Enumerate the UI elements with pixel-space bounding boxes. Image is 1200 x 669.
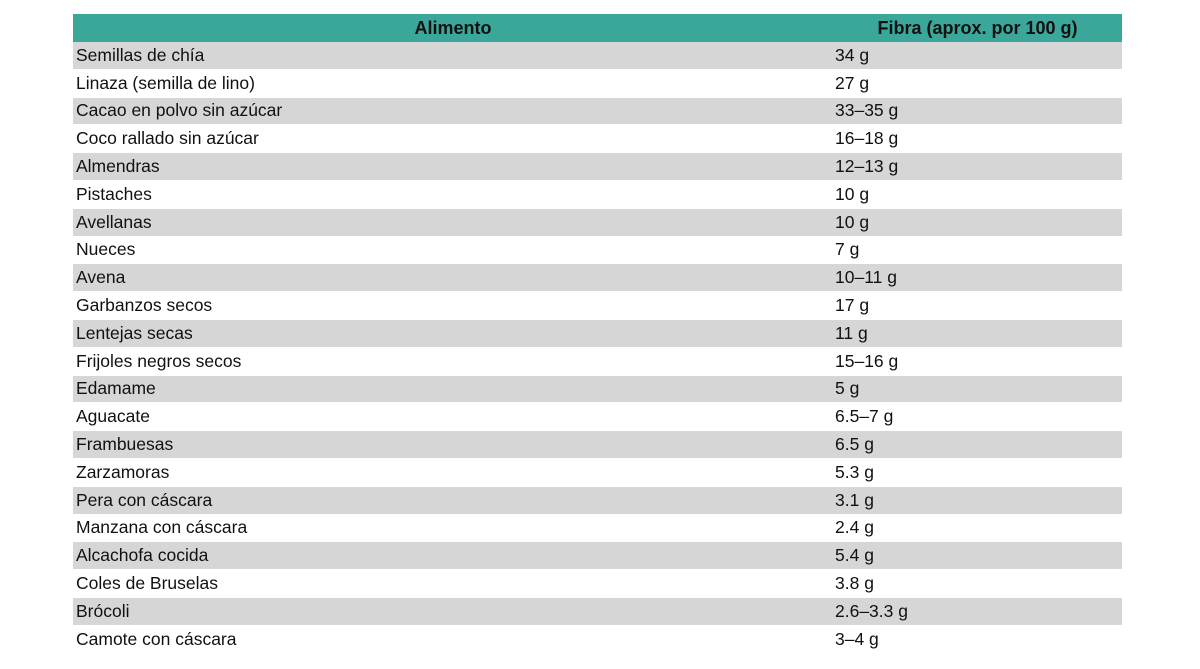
table-row	[73, 209, 1122, 237]
table-body	[73, 42, 1122, 654]
cell-fiber: 2.4 g	[835, 517, 874, 538]
table-header-row	[73, 14, 1122, 42]
cell-food: Cacao en polvo sin azúcar	[76, 100, 283, 121]
cell-food: Avellanas	[76, 211, 152, 232]
cell-food: Zarzamoras	[76, 461, 170, 482]
table-row	[73, 292, 1122, 320]
cell-food: Brócoli	[76, 600, 130, 621]
table-row	[73, 542, 1122, 570]
cell-fiber: 3.1 g	[835, 489, 874, 510]
cell-food: Aguacate	[76, 406, 150, 427]
cell-food: Camote con cáscara	[76, 628, 237, 649]
table-row	[73, 626, 1122, 654]
cell-fiber: 33–35 g	[835, 100, 899, 121]
cell-fiber: 11 g	[835, 322, 868, 343]
cell-food: Coles de Bruselas	[76, 573, 219, 594]
table-row	[73, 320, 1122, 348]
cell-food: Semillas de chía	[76, 44, 205, 65]
cell-food: Edamame	[76, 378, 156, 399]
cell-fiber: 10 g	[835, 211, 870, 232]
table-row	[73, 98, 1122, 126]
table-row	[73, 598, 1122, 626]
cell-food: Frambuesas	[76, 434, 174, 455]
cell-food: Lentejas secas	[76, 322, 193, 343]
table-row	[73, 181, 1122, 209]
cell-fiber: 5.3 g	[835, 461, 874, 482]
cell-food: Manzana con cáscara	[76, 517, 248, 538]
table-row	[73, 153, 1122, 181]
fiber-table	[73, 14, 1122, 654]
table-row	[73, 487, 1122, 515]
cell-food: Frijoles negros secos	[76, 350, 242, 371]
cell-fiber: 12–13 g	[835, 156, 899, 177]
cell-food: Nueces	[76, 239, 136, 260]
cell-fiber: 2.6–3.3 g	[835, 600, 908, 621]
cell-fiber: 6.5 g	[835, 434, 874, 455]
header-food: Alimento	[414, 17, 492, 38]
table-row	[73, 42, 1122, 70]
table-row	[73, 376, 1122, 404]
cell-food: Pistaches	[76, 183, 152, 204]
cell-food: Almendras	[76, 156, 160, 177]
table-row	[73, 348, 1122, 376]
cell-fiber: 34 g	[835, 44, 870, 65]
table-row	[73, 70, 1122, 98]
table-row	[73, 237, 1122, 265]
cell-fiber: 10–11 g	[835, 267, 897, 288]
cell-food: Pera con cáscara	[76, 489, 213, 510]
cell-fiber: 6.5–7 g	[835, 406, 894, 427]
cell-fiber: 27 g	[835, 72, 870, 93]
table-row	[73, 431, 1122, 459]
cell-food: Garbanzos secos	[76, 295, 213, 316]
table-row	[73, 125, 1122, 153]
cell-fiber: 10 g	[835, 183, 870, 204]
cell-food: Alcachofa cocida	[76, 545, 209, 566]
table-row	[73, 570, 1122, 598]
cell-fiber: 7 g	[835, 239, 860, 260]
cell-fiber: 3–4 g	[835, 628, 879, 649]
cell-fiber: 5 g	[835, 378, 860, 399]
cell-food: Coco rallado sin azúcar	[76, 128, 259, 149]
header-fiber: Fibra (aprox. por 100 g)	[877, 17, 1078, 38]
cell-fiber: 5.4 g	[835, 545, 874, 566]
cell-fiber: 15–16 g	[835, 350, 899, 371]
cell-fiber: 3.8 g	[835, 573, 874, 594]
table-row	[73, 403, 1122, 431]
cell-fiber: 16–18 g	[835, 128, 899, 149]
cell-food: Avena	[76, 267, 126, 288]
cell-fiber: 17 g	[835, 295, 870, 316]
table-row	[73, 459, 1122, 487]
cell-food: Linaza (semilla de lino)	[76, 72, 255, 93]
table-row	[73, 515, 1122, 543]
table-row	[73, 264, 1122, 292]
